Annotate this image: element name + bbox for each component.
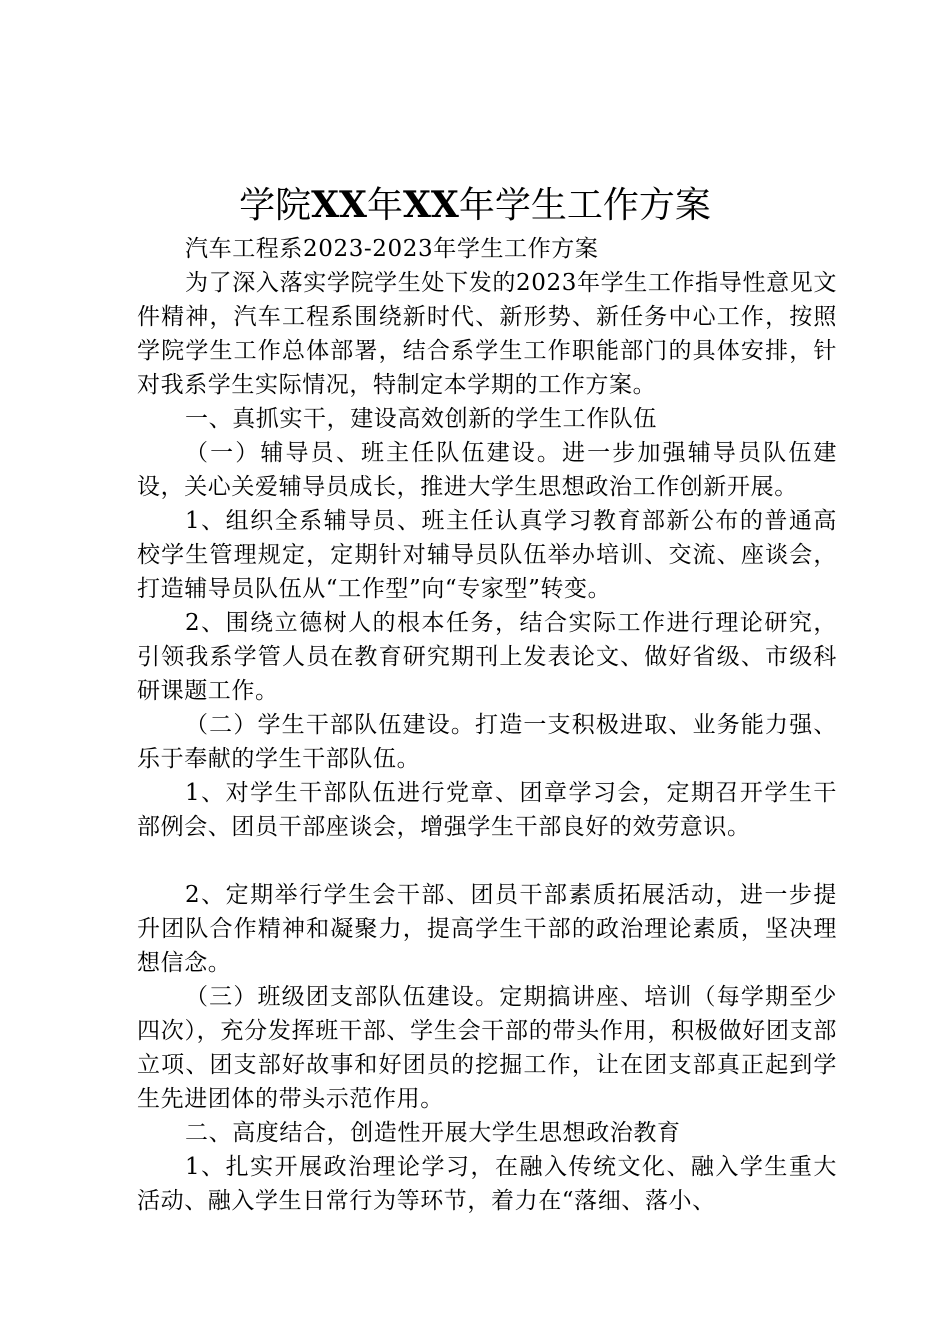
section-heading: 一、真抓实干，建设高效创新的学生工作队伍 (185, 406, 657, 432)
document-title (0, 180, 950, 231)
title-part: XX (403, 184, 459, 226)
title-part: 年 (366, 185, 403, 226)
title-part: 年学生工作方案 (458, 185, 711, 226)
subsection-paragraph: （二）学生干部队伍建设。打造一支积极进取、业务能力强、乐于奉献的学生干部队伍。 (137, 712, 837, 772)
title-part: XX (311, 184, 367, 226)
subsection-paragraph: （三）班级团支部队伍建设。定期搞讲座、培训（每学期至少四次），充分发挥班干部、学生会干部的带头作用，积极做好团支部立项、团支部好故事和好团员的挖掘工作，让在团支部真正起到学生先进团体的带头示范作用。 (137, 984, 837, 1112)
list-paragraph: 2、定期举行学生会干部、团员干部素质拓展活动，进一步提升团队合作精神和凝聚力，提高学生干部的政治理论素质，坚决理想信念。 (137, 882, 837, 976)
title-part: 学院 (239, 185, 312, 226)
list-paragraph: 1、对学生干部队伍进行党章、团章学习会，定期召开学生干部例会、团员干部座谈会，增强学生干部良好的效劳意识。 (137, 780, 837, 840)
list-paragraph: 2、围绕立德树人的根本任务，结合实际工作进行理论研究，引领我系学管人员在教育研究期刊上发表论文、做好省级、市级科研课题工作。 (137, 610, 837, 704)
subsection-paragraph: （一）辅导员、班主任队伍建设。进一步加强辅导员队伍建设，关心关爱辅导员成长，推进大学生思想政治工作创新开展。 (137, 440, 837, 500)
intro-paragraph: 为了深入落实学院学生处下发的2023年学生工作指导性意见文件精神，汽车工程系围绕新时代、新形势、新任务中心工作，按照学院学生工作总体部署，结合系学生工作职能部门的具体安排，针对我系学生实际情况，特制定本学期的工作方案。 (137, 270, 837, 398)
section-heading: 二、高度结合，创造性开展大学生思想政治教育 (185, 1120, 681, 1146)
list-paragraph: 1、扎实开展政治理论学习，在融入传统文化、融入学生重大活动、融入学生日常行为等环节，着力在“落细、落小、 (137, 1154, 837, 1214)
list-paragraph: 1、组织全系辅导员、班主任认真学习教育部新公布的普通高校学生管理规定，定期针对辅导员队伍举办培训、交流、座谈会，打造辅导员队伍从“工作型”向“专家型”转变。 (137, 508, 837, 602)
subtitle-paragraph: 汽车工程系2023-2023年学生工作方案 (185, 236, 599, 262)
document-body (137, 232, 837, 1218)
